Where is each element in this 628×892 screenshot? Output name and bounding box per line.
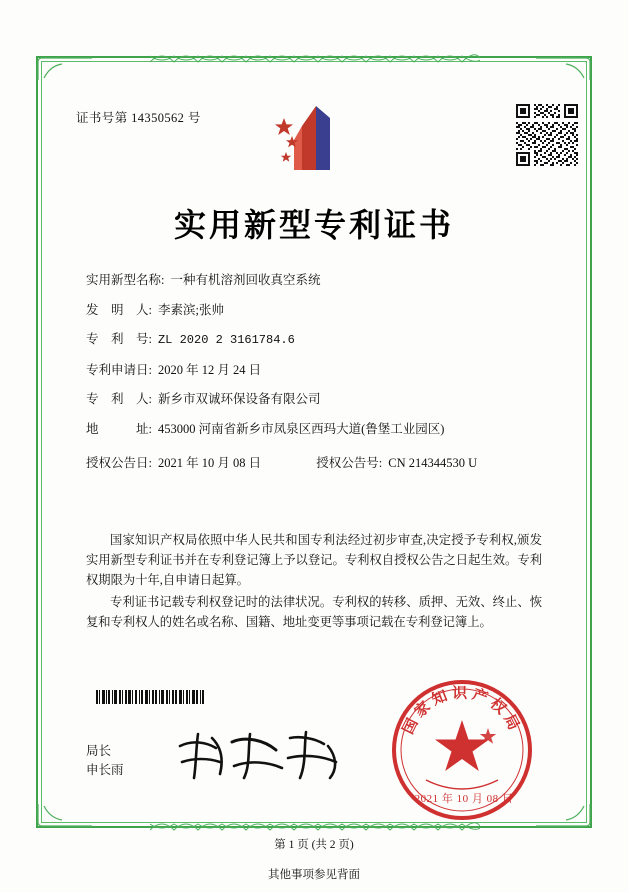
legal-text-block — [86, 530, 542, 634]
field-row-address — [86, 421, 556, 437]
director-signature-icon — [172, 728, 352, 784]
grant-number-label: 授权公告号: — [316, 455, 383, 470]
qr-code-icon — [516, 104, 578, 166]
cnipa-logo-icon — [272, 96, 356, 180]
field-row-inventor — [86, 302, 556, 318]
fields-block — [86, 272, 556, 484]
field-label: 地 址: — [86, 421, 152, 436]
certificate-number: 证书号第 14350562 号 — [76, 111, 201, 125]
field-row-patentee — [86, 391, 556, 407]
barcode-icon — [96, 690, 222, 704]
field-row-patent-number — [86, 331, 556, 348]
director-name: 申长雨 — [86, 763, 124, 777]
footer-note: 其他事项参见背面 — [268, 869, 360, 881]
top-ornament-icon — [150, 50, 480, 66]
page-number: 第 1 页 (共 2 页) — [274, 839, 354, 851]
legal-paragraph-1: 国家知识产权局依照中华人民共和国专利法经过初步审查,决定授予专利权,颁发实用新型专利证书并在专利登记簿上予以登记。专利权自授权公告之日起生效。专利权期限为十年,自申请日起算。 — [86, 533, 542, 587]
field-value: 453000 河南省新乡市凤泉区西玛大道(鲁堡工业园区) — [157, 421, 445, 436]
field-value: 新乡市双诚环保设备有限公司 — [157, 392, 321, 406]
corner-ornament-bottom-right-icon — [534, 802, 592, 828]
seal-date: 2021 年 10 月 08 日 — [414, 793, 514, 805]
director-label: 局长 — [86, 744, 112, 758]
director-block — [86, 742, 124, 780]
field-row-grant-announcement — [86, 455, 556, 471]
field-value: 一种有机溶剂回收真空系统 — [170, 273, 321, 287]
field-value: 2020 年 12 月 24 日 — [157, 362, 262, 377]
field-row-utility-model-name — [86, 272, 556, 288]
field-label: 专 利 人: — [86, 392, 152, 406]
corner-ornament-bottom-left-icon — [36, 802, 94, 828]
field-row-application-date — [86, 362, 556, 378]
seal-text: 国家知识产权局 — [400, 685, 524, 737]
page-title: 实用新型专利证书 — [173, 207, 454, 243]
corner-ornament-top-right-icon — [534, 56, 592, 82]
grant-date-label: 授权公告日: — [86, 455, 152, 470]
corner-ornament-top-left-icon — [36, 56, 94, 82]
legal-paragraph-2: 专利证书记载专利权登记时的法律状况。专利权的转移、质押、无效、终止、恢复和专利权人的姓名或名称、国籍、地址变更等事项记载在专利登记簿上。 — [86, 595, 542, 629]
field-value: ZL 2020 2 3161784.6 — [157, 333, 295, 347]
field-label: 专利申请日: — [86, 362, 152, 377]
field-value: 李素滨;张帅 — [157, 302, 224, 317]
field-label: 专 利 号: — [86, 332, 152, 346]
field-label: 发 明 人: — [86, 302, 152, 317]
field-label: 实用新型名称: — [86, 273, 165, 287]
grant-number-value: CN 214344530 U — [388, 455, 478, 470]
grant-date-value: 2021 年 10 月 08 日 — [157, 455, 262, 470]
